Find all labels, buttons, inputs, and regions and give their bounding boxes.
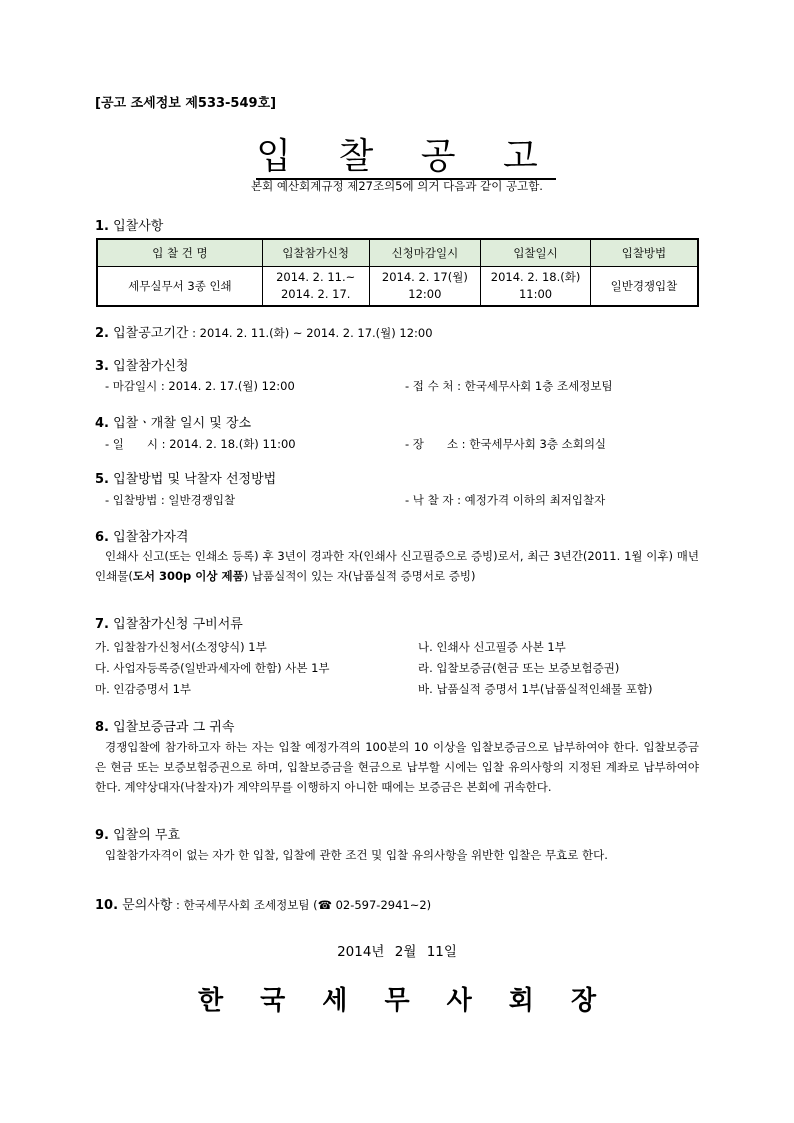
section-9-heading: 9. 입찰의 무효	[95, 828, 181, 843]
qualification-text: 인쇄사 신고(또는 인쇄소 등록) 후 3년이 경과한 자(인쇄사 신고필증으로 증빙)로서, 최근 3년간(2011. 1월 이후) 매년 인쇄물(도서 300p 이상 제품) 납품실적이 있는 자(납품실적 증명서로 증빙)	[95, 549, 699, 583]
bid-items-table	[96, 238, 699, 307]
bid-apply-period: 2014. 2. 11.~ 2014. 2. 17.	[262, 267, 369, 307]
section-6-heading: 6. 입찰참가자격	[95, 530, 189, 545]
section-10-heading: 10. 문의사항 : 한국세무사회 조세정보팀 (☎ 02-597-2941~2)	[95, 898, 432, 913]
bid-location-line: - 장 소 : 한국세무사회 3층 소회의실	[405, 437, 607, 451]
table-header-cell: 신청마감일시	[369, 239, 481, 267]
section-1-heading: 1. 입찰사항	[95, 219, 164, 234]
bid-method-line: - 입찰방법 : 일반경쟁입찰	[105, 493, 236, 507]
table-row	[97, 267, 698, 307]
bid-datetime: 2014. 2. 18.(화) 11:00	[481, 267, 591, 307]
list-item: 마. 인감증명서 1부	[95, 682, 192, 696]
deadline-line: - 마감일시 : 2014. 2. 17.(월) 12:00	[105, 379, 295, 393]
list-item: 바. 납품실적 증명서 1부(납품실적인쇄물 포함)	[418, 682, 653, 696]
notice-reference-number: [공고 조세정보 제533-549호]	[95, 96, 277, 111]
list-item: 라. 입찰보증금(현금 또는 보증보험증권)	[418, 661, 620, 675]
winner-line: - 낙 찰 자 : 예정가격 이하의 최저입찰자	[405, 493, 606, 507]
bid-item-name: 세무실무서 3종 인쇄	[97, 267, 262, 307]
list-item: 다. 사업자등록증(일반과세자에 한함) 사본 1부	[95, 661, 330, 675]
section-3-heading: 3. 입찰참가신청	[95, 359, 189, 374]
deposit-text: 경쟁입찰에 참가하고자 하는 자는 입찰 예정가격의 100분의 10 이상을 입찰보증금으로 납부하여야 한다. 입찰보증금은 현금 또는 보증보험증권으로 하며, 입찰보증금을 현금으로 납부할 시에는 입찰 유의사항의 지정된 계좌로 납부하여야 한다. 계약상대자(낙찰자)가 계약의무를 이행하지 아니한 때에는 보증금은 본회에 귀속한다.	[95, 740, 699, 794]
table-header-cell: 입 찰 건 명	[97, 239, 262, 267]
notice-date: 2014년 2월 11일	[337, 944, 457, 960]
invalidity-text: 입찰참가자격이 없는 자가 한 입찰, 입찰에 관한 조건 및 입찰 유의사항을 위반한 입찰은 무효로 한다.	[105, 848, 608, 862]
page-title: 입 찰 공 고	[0, 128, 794, 179]
section-2-heading: 2. 입찰공고기간 : 2014. 2. 11.(화) ~ 2014. 2. 17.(월) 12:00	[95, 326, 433, 341]
section-4-heading: 4. 입찰ㆍ개찰 일시 및 장소	[95, 416, 252, 431]
list-item: 나. 인쇄사 신고필증 사본 1부	[418, 640, 566, 654]
section-8-heading: 8. 입찰보증금과 그 귀속	[95, 720, 235, 735]
reception-line: - 접 수 처 : 한국세무사회 1층 조세정보팀	[405, 379, 613, 393]
table-header-cell: 입찰참가신청	[262, 239, 369, 267]
bid-datetime-line: - 일 시 : 2014. 2. 18.(화) 11:00	[105, 437, 296, 451]
table-header-cell: 입찰방법	[590, 239, 698, 267]
issuer-name: 한 국 세 무 사 회 장	[197, 986, 611, 1016]
intro-text: 본회 예산회계규정 제27조의5에 의거 다음과 같이 공고함.	[251, 179, 543, 193]
bid-method: 일반경쟁입찰	[590, 267, 698, 307]
list-item: 가. 입찰참가신청서(소정양식) 1부	[95, 640, 267, 654]
section-5-heading: 5. 입찰방법 및 낙찰자 선정방법	[95, 472, 277, 487]
section-7-heading: 7. 입찰참가신청 구비서류	[95, 617, 243, 632]
bid-apply-deadline: 2014. 2. 17(월) 12:00	[369, 267, 481, 307]
table-header-row	[97, 239, 698, 267]
table-header-cell: 입찰일시	[481, 239, 591, 267]
